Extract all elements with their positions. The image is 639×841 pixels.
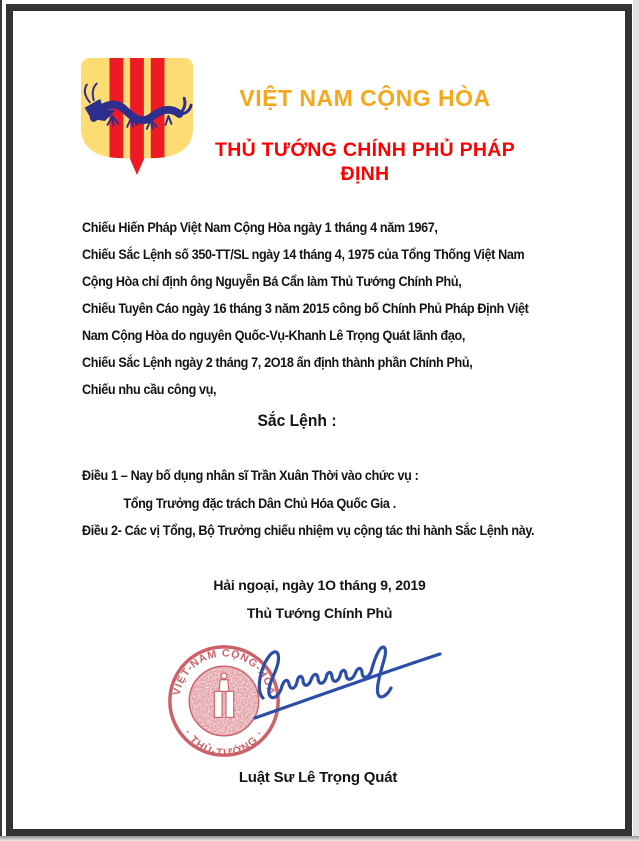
- page-edge-line: [0, 0, 2, 841]
- closing-place-date: Hải ngoại, ngày 1O tháng 9, 2019: [213, 577, 426, 593]
- articles: [82, 462, 584, 545]
- letterhead: [190, 84, 540, 186]
- page-edge-shadow-right: [633, 0, 639, 841]
- decree-heading: Sắc Lệnh :: [257, 411, 337, 430]
- signature-icon: [243, 630, 445, 732]
- article-line: Tổng Trưởng đặc trách Dân Chủ Hóa Quốc Gia .: [123, 494, 396, 511]
- seal-top-text: VIỆT-NAM CỘNG-HÒA: [170, 647, 278, 697]
- preamble-line: Chiếu Sắc Lệnh số 350-TT/SL ngày 14 tháng 4, 1975 của Tổng Thống Việt Nam: [82, 246, 525, 262]
- article-line: Điều 1 – Nay bố dụng nhân sĩ Trần Xuân Thời vào chức vụ :: [82, 467, 419, 483]
- preamble: [82, 214, 578, 403]
- preamble-line: Cộng Hòa chỉ định ông Nguyễn Bá Cẩn làm Thủ Tướng Chính Phủ,: [82, 273, 462, 289]
- header-title-primary: VIỆT NAM CỘNG HÒA: [239, 85, 491, 111]
- preamble-line: Chiếu nhu cầu công vụ,: [82, 381, 217, 397]
- header-title-secondary: THỦ TƯỚNG CHÍNH PHỦ PHÁP ĐỊNH: [214, 139, 515, 185]
- preamble-line: Chiếu Sắc Lệnh ngày 2 tháng 7, 2O18 ấn định thành phần Chính Phủ,: [82, 354, 473, 370]
- article-line: Điều 2- Các vị Tổng, Bộ Trưởng chiếu nhiệm vụ cộng tác thi hành Sắc Lệnh này.: [82, 522, 535, 538]
- closing-block: [0, 571, 639, 627]
- closing-signer-title: Thủ Tướng Chính Phủ: [246, 605, 393, 621]
- preamble-line: Chiếu Tuyên Cáo ngày 16 tháng 3 năm 2015 công bố Chính Phủ Pháp Định Việt: [82, 300, 529, 316]
- preamble-line: Nam Cộng Hòa do nguyên Quốc-Vụ-Khanh Lê Trọng Quát lãnh đạo,: [82, 327, 466, 343]
- seal-bottom-text: · THỦ-TƯỚNG ·: [181, 727, 267, 760]
- preamble-line: Chiếu Hiến Pháp Việt Nam Cộng Hòa ngày 1 tháng 4 năm 1967,: [82, 219, 438, 235]
- page-edge-shadow-bottom: [0, 836, 639, 841]
- shield-dragon-emblem-icon: [80, 56, 194, 178]
- closing-signer-name: Luật Sư Lê Trọng Quát: [238, 769, 398, 786]
